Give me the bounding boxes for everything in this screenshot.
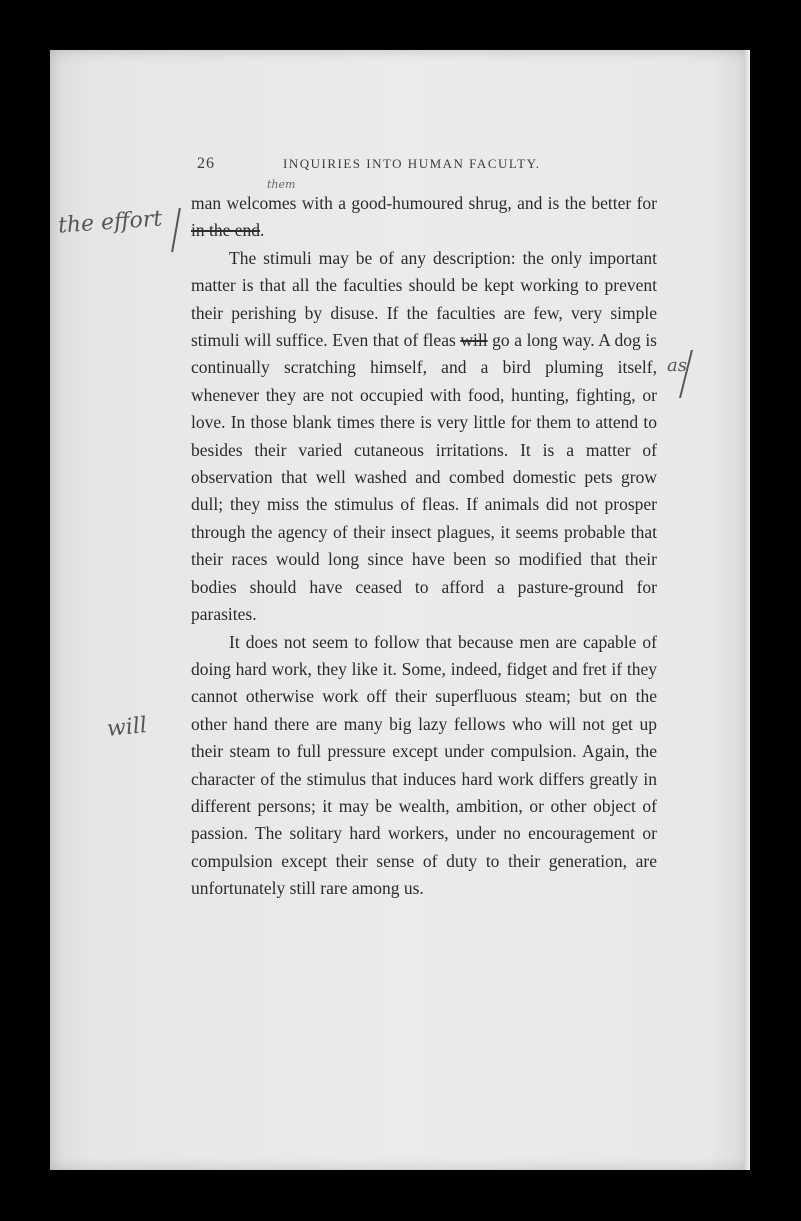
paragraph-3: It does not seem to follow that because men are capable of doing hard work, they like it. Some, indeed, fidget and fret if they cannot otherwise work off their superfluous steam; but on the other hand there are many big lazy fellows who will not get up their steam to full pressure except under compulsion. Again, the character of the stimulus that induces hard work differs greatly in different persons; it may be wealth, ambition, or other object of passion. The solitary hard workers, under no encouragement or compulsion except their sense of duty to their generation, are unfortunately still rare among us.: [191, 631, 657, 899]
page-edge: [744, 50, 750, 1170]
running-title: INQUIRIES INTO HUMAN FACULTY.: [283, 156, 541, 171]
paragraph-2: [191, 245, 657, 629]
book-page: [50, 50, 750, 1170]
running-head: [197, 155, 667, 179]
interlinear-annotation: them: [267, 178, 296, 191]
body-text: [191, 190, 657, 903]
paragraph-1: [191, 190, 657, 245]
paragraph-1-text-b: .: [260, 220, 265, 241]
margin-annotation-will: will: [105, 712, 149, 743]
margin-bracket-left: [171, 208, 185, 252]
page-number: 26: [197, 155, 215, 172]
paragraph-1-text-a: man welcomes with a good-humoured shrug, and is the better for: [191, 193, 657, 213]
margin-annotation-the-effort: the effort: [57, 206, 163, 239]
margin-annotation-as: as: [667, 355, 687, 376]
paragraph-2-text-a: The stimuli may be of any description: the only important matter is that all the faculties should be kept working to prevent their perishing by disuse. If the faculties are few, very simple stimuli will suffice. Even that of fleas: [191, 247, 657, 351]
struck-text-will: will: [460, 330, 488, 351]
struck-text-in-the-end: in the end: [191, 220, 261, 241]
paragraph-2-text-b: go a long way. A dog is continually scratching himself, and a bird pluming itself, whenever they are not occupied with food, hunting, fighting, or love. In those blank times there is very little for them to attend to besides their varied cutaneous irritations. It is a matter of observation that well washed and combed domestic pets grow dull; they miss the stimulus of fleas. If animals did not prosper through the agency of their insect plagues, it seems probable that their races would long since have been so modified that their bodies should have ceased to afford a pasture-ground for parasites.: [191, 330, 657, 625]
